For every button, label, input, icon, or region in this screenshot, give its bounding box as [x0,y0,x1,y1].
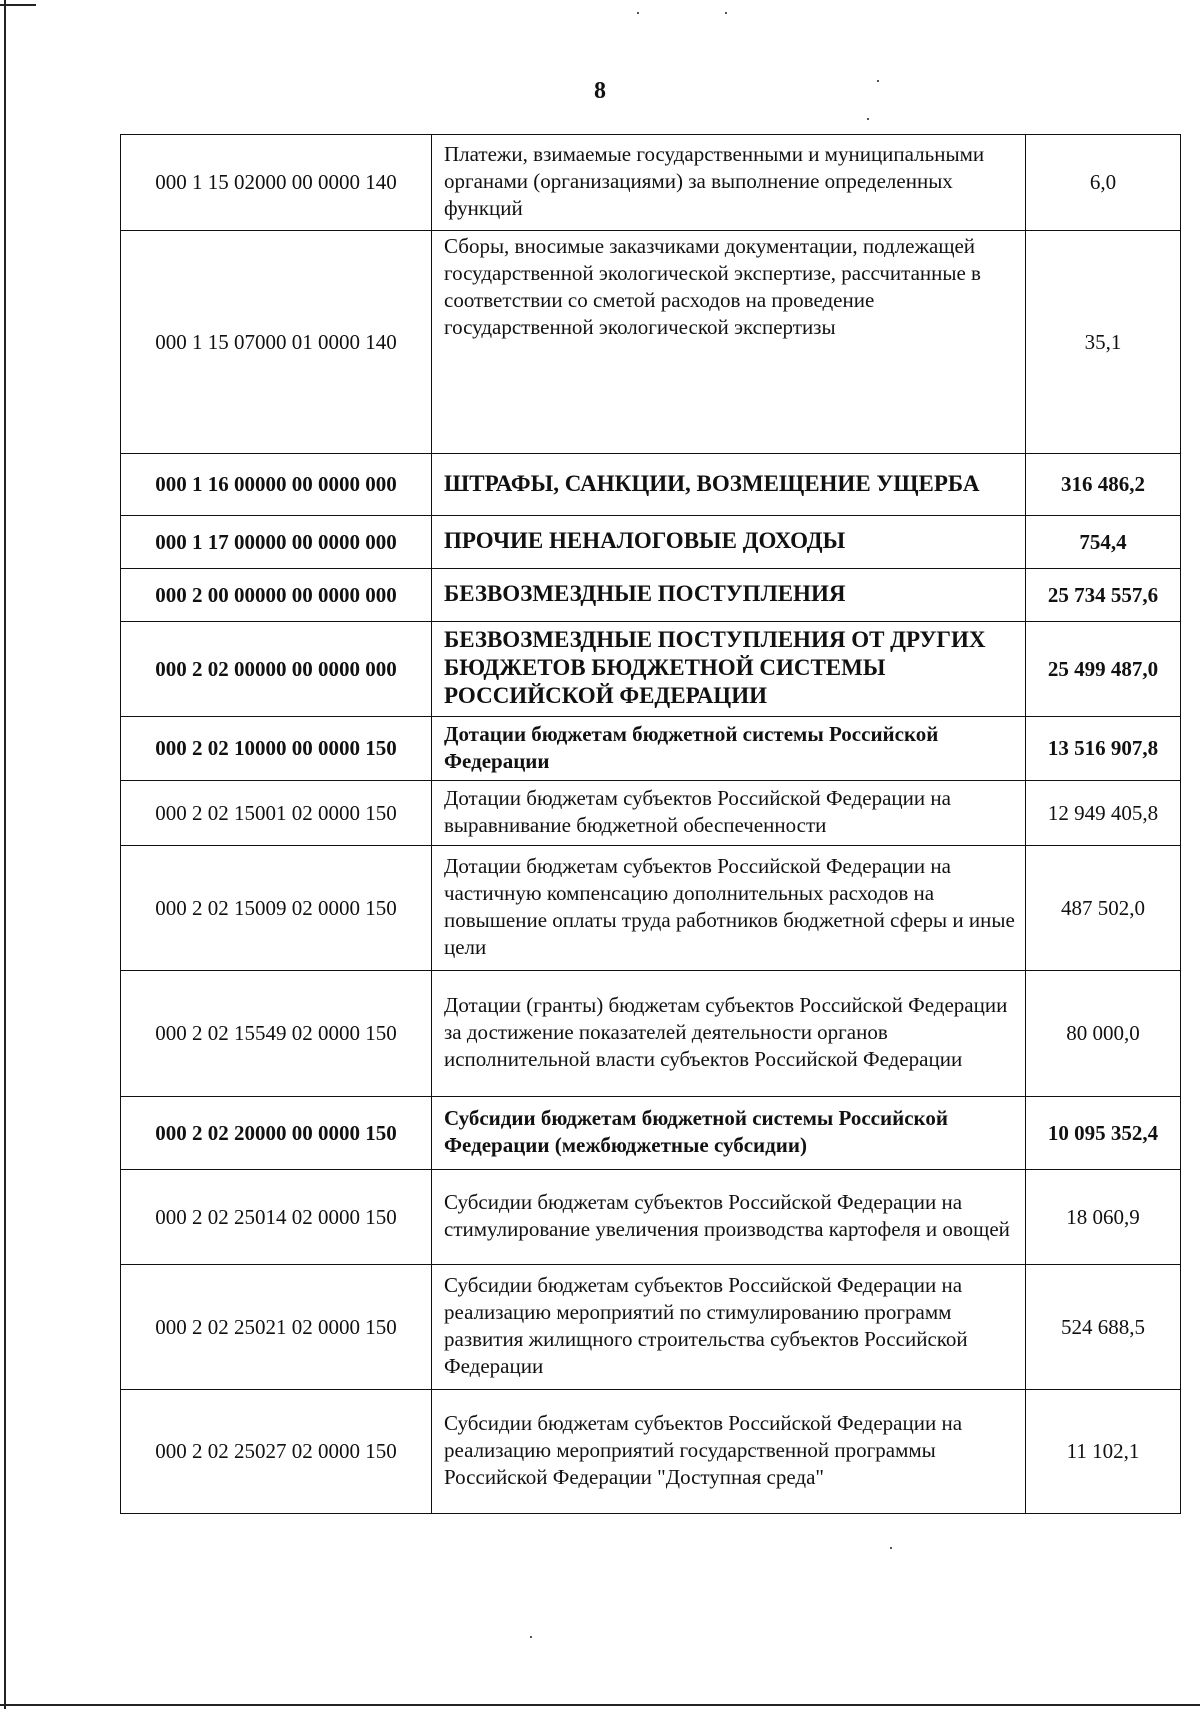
table-row [121,135,1181,231]
row-code: 000 2 02 15009 02 0000 150 [121,846,432,971]
table-row [121,622,1181,717]
table-row [121,231,1181,454]
row-code: 000 1 15 07000 01 0000 140 [121,231,432,454]
row-value: 35,1 [1026,231,1181,454]
budget-table [120,134,1181,1514]
row-description: Дотации бюджетам субъектов Российской Федерации на выравнивание бюджетной обеспеченности [432,781,1026,846]
scan-speck [890,1547,892,1549]
row-description: Платежи, взимаемые государственными и муниципальными органами (организациями) за выполнение определенных функций [432,135,1026,231]
page-frame-top [0,4,36,6]
row-code: 000 2 02 25021 02 0000 150 [121,1265,432,1390]
scan-speck [530,1636,532,1638]
scan-speck [637,12,639,14]
scan-speck [877,80,879,82]
table-row [121,569,1181,622]
row-value: 18 060,9 [1026,1170,1181,1265]
table-row [121,1265,1181,1390]
row-value: 11 102,1 [1026,1390,1181,1514]
row-code: 000 2 02 25027 02 0000 150 [121,1390,432,1514]
row-description: Субсидии бюджетам бюджетной системы Российской Федерации (межбюджетные субсидии) [432,1097,1026,1170]
page-frame-bottom [0,1704,1200,1706]
row-value: 6,0 [1026,135,1181,231]
table-row [121,971,1181,1097]
row-description: ПРОЧИЕ НЕНАЛОГОВЫЕ ДОХОДЫ [432,516,1026,569]
row-value: 80 000,0 [1026,971,1181,1097]
row-code: 000 2 02 00000 00 0000 000 [121,622,432,717]
row-value: 25 499 487,0 [1026,622,1181,717]
row-value: 13 516 907,8 [1026,717,1181,781]
page-frame-left [4,0,6,1709]
table-row [121,454,1181,516]
row-code: 000 2 02 15001 02 0000 150 [121,781,432,846]
row-description: Субсидии бюджетам субъектов Российской Федерации на реализацию мероприятий государственной программы Российской Федерации "Доступная среда" [432,1390,1026,1514]
scan-speck [725,12,727,14]
row-value: 754,4 [1026,516,1181,569]
table-row [121,781,1181,846]
table-row [121,1390,1181,1514]
row-description: БЕЗВОЗМЕЗДНЫЕ ПОСТУПЛЕНИЯ [432,569,1026,622]
row-code: 000 1 16 00000 00 0000 000 [121,454,432,516]
row-value: 316 486,2 [1026,454,1181,516]
row-code: 000 1 17 00000 00 0000 000 [121,516,432,569]
row-description: ШТРАФЫ, САНКЦИИ, ВОЗМЕЩЕНИЕ УЩЕРБА [432,454,1026,516]
row-code: 000 2 02 20000 00 0000 150 [121,1097,432,1170]
table-row [121,846,1181,971]
row-description: Субсидии бюджетам субъектов Российской Федерации на реализацию мероприятий по стимулированию программ развития жилищного строительства субъектов Российской Федерации [432,1265,1026,1390]
table-row [121,717,1181,781]
row-code: 000 2 00 00000 00 0000 000 [121,569,432,622]
row-description: Сборы, вносимые заказчиками документации, подлежащей государственной экологической экспертизе, рассчитанные в соответствии со сметой расходов на проведение государственной экологической экспертизы [432,231,1026,454]
row-code: 000 1 15 02000 00 0000 140 [121,135,432,231]
scan-speck [867,118,869,120]
table-row [121,1097,1181,1170]
row-value: 10 095 352,4 [1026,1097,1181,1170]
row-code: 000 2 02 25014 02 0000 150 [121,1170,432,1265]
row-description: Дотации бюджетам бюджетной системы Российской Федерации [432,717,1026,781]
row-description: Дотации бюджетам субъектов Российской Федерации на частичную компенсацию дополнительных расходов на повышение оплаты труда работников бюджетной сферы и иные цели [432,846,1026,971]
row-value: 12 949 405,8 [1026,781,1181,846]
row-code: 000 2 02 10000 00 0000 150 [121,717,432,781]
table-row [121,516,1181,569]
row-code: 000 2 02 15549 02 0000 150 [121,971,432,1097]
row-description: Дотации (гранты) бюджетам субъектов Российской Федерации за достижение показателей деятельности органов исполнительной власти субъектов Российской Федерации [432,971,1026,1097]
row-value: 487 502,0 [1026,846,1181,971]
page-number: 8 [594,78,606,104]
row-value: 25 734 557,6 [1026,569,1181,622]
row-value: 524 688,5 [1026,1265,1181,1390]
row-description: БЕЗВОЗМЕЗДНЫЕ ПОСТУПЛЕНИЯ ОТ ДРУГИХ БЮДЖЕТОВ БЮДЖЕТНОЙ СИСТЕМЫ РОССИЙСКОЙ ФЕДЕРАЦИИ [432,622,1026,717]
table-row [121,1170,1181,1265]
row-description: Субсидии бюджетам субъектов Российской Федерации на стимулирование увеличения производства картофеля и овощей [432,1170,1026,1265]
